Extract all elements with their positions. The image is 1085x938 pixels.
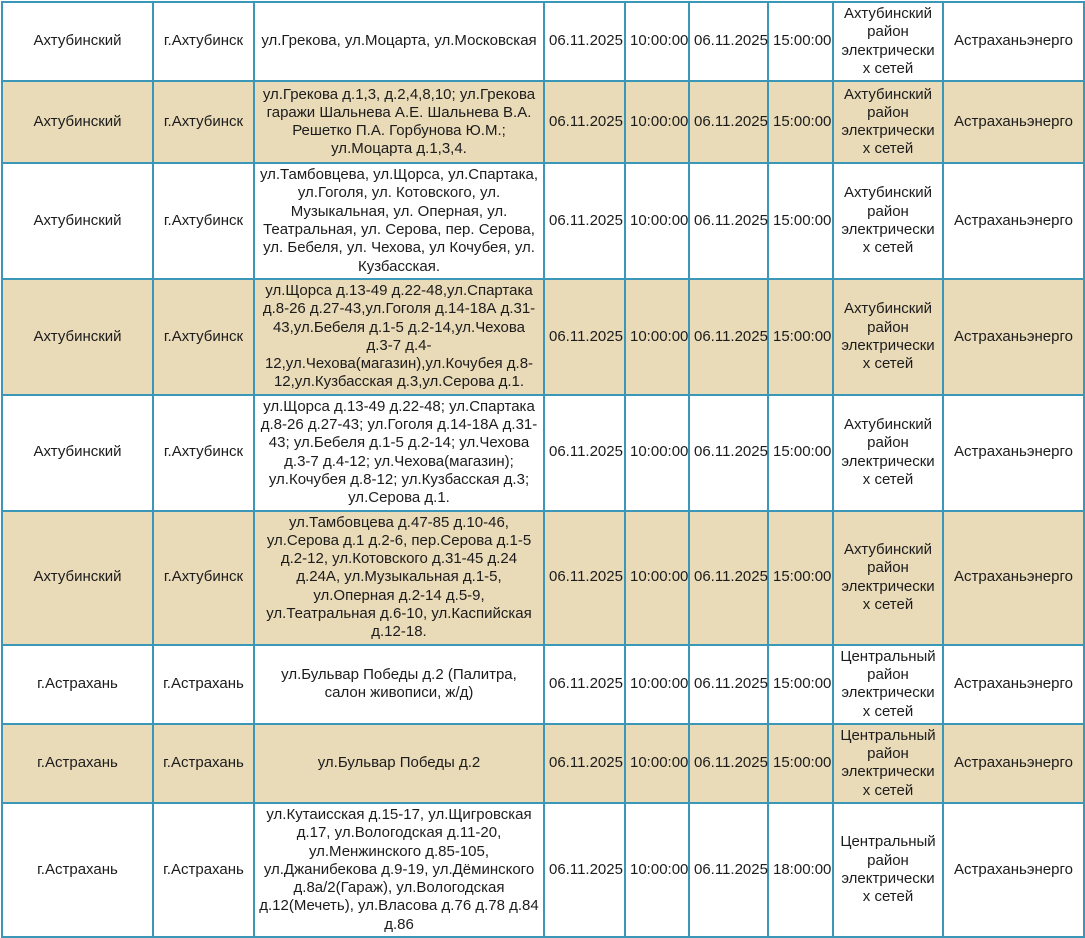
cell-end-time: 15:00:00 [768, 279, 833, 395]
cell-end-date: 06.11.2025 [689, 81, 768, 163]
cell-end-time: 15:00:00 [768, 724, 833, 803]
cell-network: Центральный район электрических сетей [833, 803, 943, 937]
table-row [2, 395, 1084, 511]
outage-table-body [2, 2, 1084, 937]
cell-network: Ахтубинский район электрических сетей [833, 511, 943, 645]
cell-start-time: 10:00:00 [625, 724, 689, 803]
cell-end-date: 06.11.2025 [689, 803, 768, 937]
cell-network: Ахтубинский район электрических сетей [833, 163, 943, 279]
cell-city: г.Ахтубинск [153, 279, 254, 395]
cell-company: Астраханьэнерго [943, 645, 1084, 724]
cell-district: Ахтубинский [2, 81, 153, 163]
cell-start-time: 10:00:00 [625, 81, 689, 163]
cell-addresses: ул.Бульвар Победы д.2 [254, 724, 544, 803]
cell-addresses: ул.Тамбовцева д.47-85 д.10-46, ул.Серова д.1 д.2-6, пер.Серова д.1-5 д.2-12, ул.Котовского д.31-45 д.24 д.24А, ул.Музыкальная д.1-5, ул.Оперная д.2-14 д.5-9, ул.Театральная д.6-10, ул.Каспийская д.12-18. [254, 511, 544, 645]
cell-end-time: 18:00:00 [768, 803, 833, 937]
cell-company: Астраханьэнерго [943, 2, 1084, 81]
cell-addresses: ул.Щорса д.13-49 д.22-48; ул.Спартака д.8-26 д.27-43; ул.Гоголя д.14-18А д.31-43; ул.Бебеля д.1-5 д.2-14; ул.Чехова д.3-7 д.4-12; ул.Чехова(магазин); ул.Кочубея д.8-12; ул.Кузбасская д.3; ул.Серова д.1. [254, 395, 544, 511]
cell-end-time: 15:00:00 [768, 81, 833, 163]
cell-start-time: 10:00:00 [625, 511, 689, 645]
cell-city: г.Астрахань [153, 803, 254, 937]
cell-end-date: 06.11.2025 [689, 645, 768, 724]
cell-city: г.Астрахань [153, 724, 254, 803]
cell-district: Ахтубинский [2, 395, 153, 511]
cell-addresses: ул.Кутаисская д.15-17, ул.Щигровская д.17, ул.Вологодская д.11-20, ул.Менжинского д.85-105, ул.Джанибекова д.9-19, ул.Дёминского д.8а/2(Гараж), ул.Вологодская д.12(Мечеть), ул.Власова д.76 д.78 д.84 д.86 [254, 803, 544, 937]
table-row [2, 803, 1084, 937]
cell-company: Астраханьэнерго [943, 724, 1084, 803]
cell-city: г.Ахтубинск [153, 163, 254, 279]
cell-addresses: ул.Грекова д.1,3, д.2,4,8,10; ул.Грекова гаражи Шальнева А.Е. Шальнева В.А. Решетко П.А. Горбунова Ю.М.; ул.Моцарта д.1,3,4. [254, 81, 544, 163]
cell-company: Астраханьэнерго [943, 279, 1084, 395]
cell-start-date: 06.11.2025 [544, 2, 625, 81]
cell-network: Центральный район электрических сетей [833, 645, 943, 724]
table-row [2, 279, 1084, 395]
cell-network: Центральный район электрических сетей [833, 724, 943, 803]
cell-city: г.Ахтубинск [153, 81, 254, 163]
table-row [2, 724, 1084, 803]
cell-end-time: 15:00:00 [768, 395, 833, 511]
table-row [2, 163, 1084, 279]
cell-start-date: 06.11.2025 [544, 163, 625, 279]
cell-start-time: 10:00:00 [625, 803, 689, 937]
cell-district: Ахтубинский [2, 163, 153, 279]
cell-city: г.Ахтубинск [153, 511, 254, 645]
cell-network: Ахтубинский район электрических сетей [833, 81, 943, 163]
cell-start-time: 10:00:00 [625, 2, 689, 81]
table-row [2, 645, 1084, 724]
cell-city: г.Астрахань [153, 645, 254, 724]
table-row [2, 2, 1084, 81]
cell-company: Астраханьэнерго [943, 395, 1084, 511]
cell-addresses: ул.Грекова, ул.Моцарта, ул.Московская [254, 2, 544, 81]
cell-end-date: 06.11.2025 [689, 2, 768, 81]
cell-end-time: 15:00:00 [768, 645, 833, 724]
cell-district: Ахтубинский [2, 511, 153, 645]
cell-start-time: 10:00:00 [625, 395, 689, 511]
cell-company: Астраханьэнерго [943, 511, 1084, 645]
cell-start-time: 10:00:00 [625, 645, 689, 724]
cell-start-time: 10:00:00 [625, 163, 689, 279]
cell-city: г.Ахтубинск [153, 395, 254, 511]
cell-addresses: ул.Бульвар Победы д.2 (Палитра, салон живописи, ж/д) [254, 645, 544, 724]
cell-start-date: 06.11.2025 [544, 395, 625, 511]
cell-start-date: 06.11.2025 [544, 81, 625, 163]
cell-end-date: 06.11.2025 [689, 511, 768, 645]
cell-end-time: 15:00:00 [768, 163, 833, 279]
table-row [2, 511, 1084, 645]
cell-end-date: 06.11.2025 [689, 395, 768, 511]
cell-addresses: ул.Щорса д.13-49 д.22-48,ул.Спартака д.8-26 д.27-43,ул.Гоголя д.14-18А д.31-43,ул.Бебеля д.1-5 д.2-14,ул.Чехова д.3-7 д.4-12,ул.Чехова(магазин),ул.Кочубея д.8-12,ул.Кузбасская д.3,ул.Серова д.1. [254, 279, 544, 395]
cell-addresses: ул.Тамбовцева, ул.Щорса, ул.Спартака, ул.Гоголя, ул. Котовского, ул. Музыкальная, ул. Оперная, ул. Театральная, ул. Серова, пер. Серова, ул. Бебеля, ул. Чехова, ул Кочубея, ул. Кузбасская. [254, 163, 544, 279]
cell-network: Ахтубинский район электрических сетей [833, 2, 943, 81]
cell-network: Ахтубинский район электрических сетей [833, 395, 943, 511]
cell-district: Ахтубинский [2, 279, 153, 395]
cell-company: Астраханьэнерго [943, 81, 1084, 163]
cell-city: г.Ахтубинск [153, 2, 254, 81]
cell-start-date: 06.11.2025 [544, 645, 625, 724]
cell-start-date: 06.11.2025 [544, 279, 625, 395]
cell-end-date: 06.11.2025 [689, 279, 768, 395]
cell-company: Астраханьэнерго [943, 803, 1084, 937]
outage-table [1, 1, 1085, 938]
cell-start-date: 06.11.2025 [544, 803, 625, 937]
table-row [2, 81, 1084, 163]
cell-end-time: 15:00:00 [768, 511, 833, 645]
cell-district: г.Астрахань [2, 645, 153, 724]
cell-district: г.Астрахань [2, 724, 153, 803]
cell-company: Астраханьэнерго [943, 163, 1084, 279]
cell-network: Ахтубинский район электрических сетей [833, 279, 943, 395]
cell-district: Ахтубинский [2, 2, 153, 81]
cell-district: г.Астрахань [2, 803, 153, 937]
cell-end-date: 06.11.2025 [689, 163, 768, 279]
cell-end-date: 06.11.2025 [689, 724, 768, 803]
cell-start-date: 06.11.2025 [544, 511, 625, 645]
cell-start-time: 10:00:00 [625, 279, 689, 395]
cell-end-time: 15:00:00 [768, 2, 833, 81]
cell-start-date: 06.11.2025 [544, 724, 625, 803]
